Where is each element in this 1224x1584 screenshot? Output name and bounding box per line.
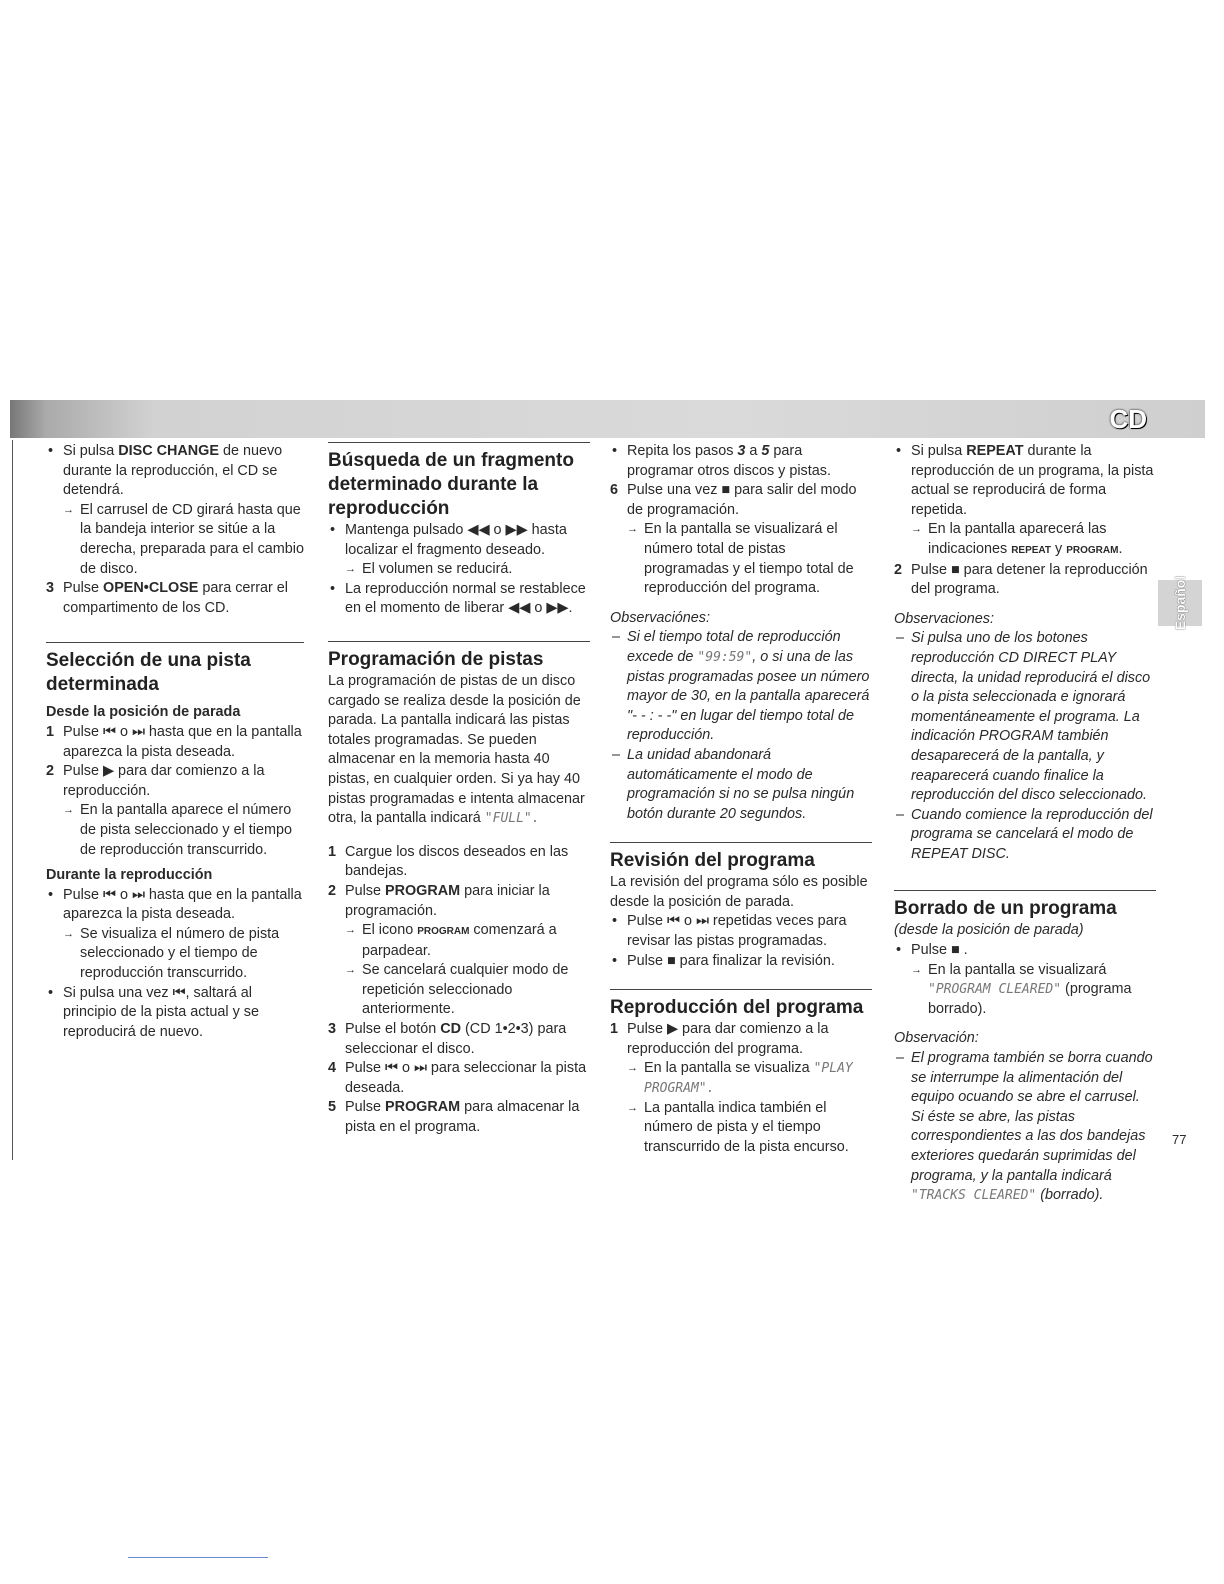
section-programacion xyxy=(328,641,590,1138)
bullet-play-2: • Si pulsa una vez ⏮, saltará al principio de la pista actual y se reproducirá de nuevo. xyxy=(46,984,304,1043)
bullet-search-1: • Mantenga pulsado ◀◀ o ▶▶ hasta localizar el fragmento deseado. xyxy=(328,521,590,560)
column-3 xyxy=(610,442,872,1157)
bullet-repeat: • Si pulsa REPEAT durante la reproducción de un programa, la pista actual se reproducirá de forma repetida. xyxy=(894,442,1156,520)
prog-step-3: 3 Pulse el botón CD (CD 1•2•3) para seleccionar el disco. xyxy=(328,1021,567,1057)
bullet-rev-2: • Pulse ■ para finalizar la revisión. xyxy=(610,952,872,972)
programacion-intro: La programación de pistas de un disco cargado se realiza desde la posición de parada. La pantalla indicará las pistas totales programadas. Se pueden almacenar en la memoria hasta 40 pistas, en cualquier orden. Si ya hay 40 pistas programadas e intenta almacenar otra, la pantalla indicará "FULL". xyxy=(328,672,585,827)
bullet-borrado: • Pulse ■ . xyxy=(894,941,1156,961)
header-bar xyxy=(10,400,1205,438)
bullet-disc-change: • Si pulsa DISC CHANGE de nuevo durante la reproducción, el CD se detendrá. xyxy=(46,442,304,501)
section-seleccion xyxy=(46,642,304,1042)
column-2 xyxy=(328,442,590,1138)
heading-borrado: Borrado de un programa xyxy=(894,898,1117,920)
section-revision xyxy=(610,842,872,971)
arrow-step-6: → En la pantalla se visualizará el número total de pistas programadas y el tiempo total de reproducción del programa. xyxy=(627,520,872,598)
arrow-step-2: → En la pantalla aparece el número de pista seleccionado y el tiempo de reproducción transcurrido. xyxy=(63,801,304,860)
obs-2: – La unidad abandonará automáticamente el modo de programación si no se pulsa ningún botón durante 20 segundos. xyxy=(610,746,872,824)
step-1: 1 Pulse ⏮ o ⏭ hasta que en la pantalla aparezca la pista deseada. xyxy=(46,723,302,760)
arrow-play-1: → Se visualiza el número de pista seleccionado y el tiempo de reproducción transcurrido. xyxy=(63,925,304,984)
heading-busqueda: Búsqueda de un fragmento determinado durante la reproducción xyxy=(328,450,574,519)
revision-intro: La revisión del programa sólo es posible desde la posición de parada. xyxy=(610,874,868,910)
bullet-play-1: • Pulse ⏮ o ⏭ hasta que en la pantalla aparezca la pista deseada. xyxy=(46,886,304,925)
heading-revision: Revisión del programa xyxy=(610,850,815,872)
footer-rule xyxy=(128,1557,268,1558)
obs-1: – Si el tiempo total de reproducción excede de "99:59", o si una de las pistas programadas posee un número mayor de 30, en la pantalla aparecerá "- - : - -" en lugar del tiempo total de reproducción. xyxy=(610,628,872,746)
arrow-search-1: → El volumen se reducirá. xyxy=(345,560,590,580)
heading-programacion: Programación de pistas xyxy=(328,648,544,670)
arrow-program-cleared: → En la pantalla se visualizará "PROGRAM CLEARED" (programa borrado). xyxy=(911,961,1156,1020)
subheading-reproduccion: Durante la reproducción xyxy=(46,867,213,884)
arrow-play-program: → En la pantalla se visualiza "PLAY PROGRAM". xyxy=(627,1059,872,1098)
column-4 xyxy=(894,442,1156,1206)
section-title: CD xyxy=(1109,404,1147,434)
obs-repeat-disc: – Cuando comience la reproducción del programa se cancelará el modo de REPEAT DISC. xyxy=(894,806,1156,865)
step-3-open-close: 3 Pulse OPEN•CLOSE para cerrar el compartimento de los CD. xyxy=(46,580,288,616)
prog-step-2: 2 Pulse PROGRAM para iniciar la programación. xyxy=(328,882,550,919)
borrado-sub: (desde la posición de parada) xyxy=(894,922,1084,939)
bullet-rev-1: • Pulse ⏮ o ⏭ repetidas veces para revisar las pistas programadas. xyxy=(610,912,872,951)
arrow-prog-repeat: → Se cancelará cualquier modo de repetición seleccionado anteriormente. xyxy=(345,961,590,1020)
arrow-repeat-program: → En la pantalla aparecerá las indicaciones REPEAT y PROGRAM. xyxy=(911,520,1156,560)
obs-label-4: Observaciones: xyxy=(894,610,994,627)
arrow-track-time: → La pantalla indica también el número de pista y el tiempo transcurrido de la pista encurso. xyxy=(627,1099,872,1158)
arrow-prog-icon: → El icono PROGRAM comenzará a parpadear. xyxy=(345,921,590,961)
language-tab xyxy=(1158,575,1202,631)
arrow-carrusel: → El carrusel de CD girará hasta que la bandeja interior se sitúe a la derecha, preparada para el cambio de disco. xyxy=(63,501,304,579)
heading-seleccion: Selección de una pista determinada xyxy=(46,650,251,696)
subheading-parada: Desde la posición de parada xyxy=(46,704,241,721)
prog-step-1: 1 Cargue los discos deseados en las bandejas. xyxy=(328,843,569,880)
language-label: Español xyxy=(1172,575,1188,631)
obs-direct-play: – Si pulsa uno de los botones reproducción CD DIRECT PLAY directa, la unidad reproducirá el disco o la pista seleccionada e ignorará momentáneamente el programa. La indicación PROGRAM también desaparecerá de la pantalla, y reaparecerá cuando finalice la reproducción del disco seleccionado. xyxy=(894,629,1156,805)
heading-reproduccion: Reproducción del programa xyxy=(610,997,864,1019)
obs-label-borrado: Observación: xyxy=(894,1030,979,1047)
prog-step-5: 5 Pulse PROGRAM para almacenar la pista en el programa. xyxy=(328,1099,580,1136)
rep-step-1: 1 Pulse ▶ para dar comienzo a la reproducción del programa. xyxy=(610,1021,829,1057)
stop-step-2: 2 Pulse ■ para detener la reproducción del programa. xyxy=(894,561,1148,598)
bullet-repeat-steps: • Repita los pasos 3 a 5 para programar otros discos y pistas. xyxy=(610,442,872,481)
page-number: 77 xyxy=(1172,1132,1187,1147)
section-reproduccion xyxy=(610,989,872,1157)
prog-step-6: 6 Pulse una vez ■ para salir del modo de programación. xyxy=(610,482,857,518)
section-borrado xyxy=(894,890,1156,1205)
step-2: 2 Pulse ▶ para dar comienzo a la reproducción. xyxy=(46,763,265,799)
column-1 xyxy=(46,442,304,1042)
section-busqueda xyxy=(328,442,590,619)
margin-rule xyxy=(12,440,13,1160)
bullet-search-2: • La reproducción normal se restablece en el momento de liberar ◀◀ o ▶▶. xyxy=(328,580,590,619)
obs-carrusel: – El programa también se borra cuando se interrumpe la alimentación del equipo ocuando se abre el carrusel. Si éste se abre, las pistas correspondientes a las dos bandejas exteriores quedarán suprimidas del programa, y la pantalla indicará "TRACKS CLEARED" (borrado). xyxy=(894,1049,1156,1206)
obs-label: Observaciónes: xyxy=(610,609,710,626)
prog-step-4: 4 Pulse ⏮ o ⏭ para seleccionar la pista deseada. xyxy=(328,1060,587,1096)
